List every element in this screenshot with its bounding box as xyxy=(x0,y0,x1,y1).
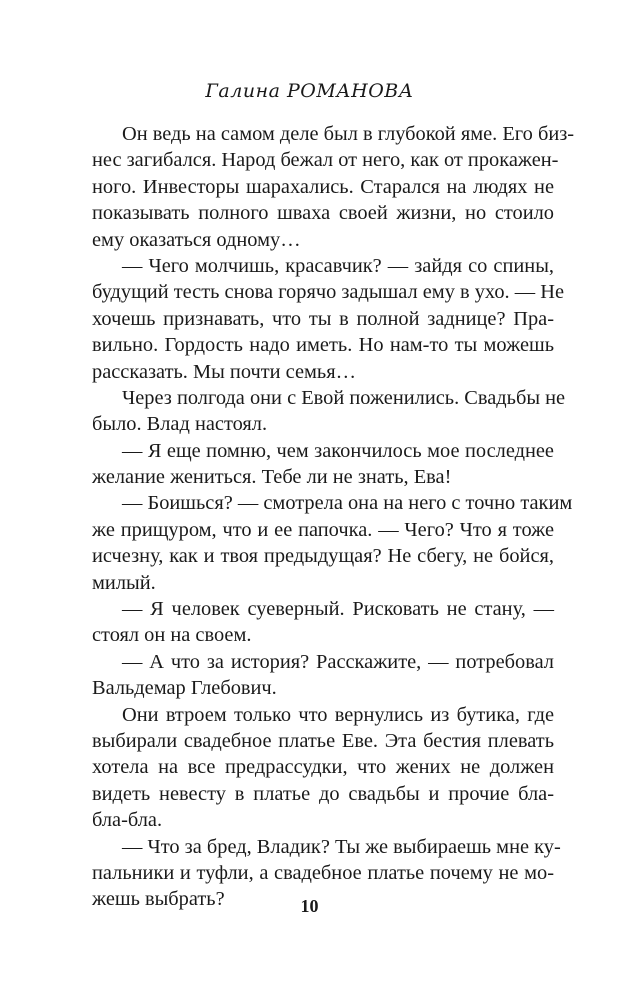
text-line: — Боишься? — смотрела она на него с точно таким xyxy=(122,492,573,515)
text-line: выбирали свадебное платье Еве. Эта бестия плевать xyxy=(92,729,554,752)
paragraph xyxy=(92,385,566,438)
text-line: бла-бла. xyxy=(92,809,163,832)
text-line: стоял он на своем. xyxy=(92,624,252,647)
text-line: будущий тесть снова горячо задышал ему в ухо. — Не xyxy=(92,281,564,304)
text-line: Вальдемар Глебович. xyxy=(92,677,277,700)
text-line: — Я еще помню, чем закончилось мое последнее xyxy=(122,439,554,462)
text-line: исчезну, как и твоя предыдущая? Не сбегу, не бойся, xyxy=(92,545,554,568)
text-line: хотела на все предрассудки, что жених не должен xyxy=(92,756,554,779)
text-line: рассказать. Мы почти семья… xyxy=(92,360,356,383)
text-line: ему оказаться одному… xyxy=(92,228,301,251)
paragraph xyxy=(92,438,554,491)
paragraph xyxy=(92,253,564,385)
text-line: — Я человек суеверный. Рисковать не стану, — xyxy=(122,598,554,621)
running-head: Галина РОМАНОВА xyxy=(205,80,414,102)
text-line: пальники и туфли, а свадебное платье почему не мо- xyxy=(92,861,554,884)
text-line: вильно. Гордость надо иметь. Но нам-то ты можешь xyxy=(92,334,554,357)
text-line: Они втроем только что вернулись из бутика, где xyxy=(122,703,554,726)
text-line: Он ведь на самом деле был в глубокой яме. Его биз- xyxy=(122,123,575,145)
text-line: нес загибался. Народ бежал от него, как от прокажен- xyxy=(92,149,559,172)
paragraph xyxy=(92,649,554,702)
text-line: хочешь признавать, что ты в полной заднице? Пра- xyxy=(92,307,554,330)
paragraph xyxy=(92,596,554,649)
text-line: — Что за бред, Владик? Ты же выбираешь мне ку- xyxy=(122,835,561,858)
paragraph xyxy=(92,121,575,253)
text-line: Через полгода они с Евой поженились. Свадьбы не xyxy=(122,386,566,409)
text-line: видеть невесту в платье до свадьбы и прочие бла- xyxy=(92,782,554,805)
text-line: — А что за история? Расскажите, — потребовал xyxy=(122,650,554,673)
text-line: было. Влад настоял. xyxy=(92,413,268,436)
text-line: желание жениться. Тебе ли не знать, Ева! xyxy=(92,466,452,489)
text-line: милый. xyxy=(92,571,156,594)
text-line: показывать полного шваха своей жизни, но стоило xyxy=(92,202,554,225)
text-line: ного. Инвесторы шарахались. Старался на людях не xyxy=(92,175,554,198)
paragraph xyxy=(92,702,554,834)
text-line: жешь выбрать? xyxy=(92,888,225,911)
text-line: же прищуром, что и ее папочка. — Чего? Что я тоже xyxy=(92,518,554,541)
paragraph xyxy=(92,490,573,596)
text-line: — Чего молчишь, красавчик? — зайдя со спины, xyxy=(122,254,554,277)
page-number: 10 xyxy=(300,896,319,916)
body-text xyxy=(92,121,575,913)
